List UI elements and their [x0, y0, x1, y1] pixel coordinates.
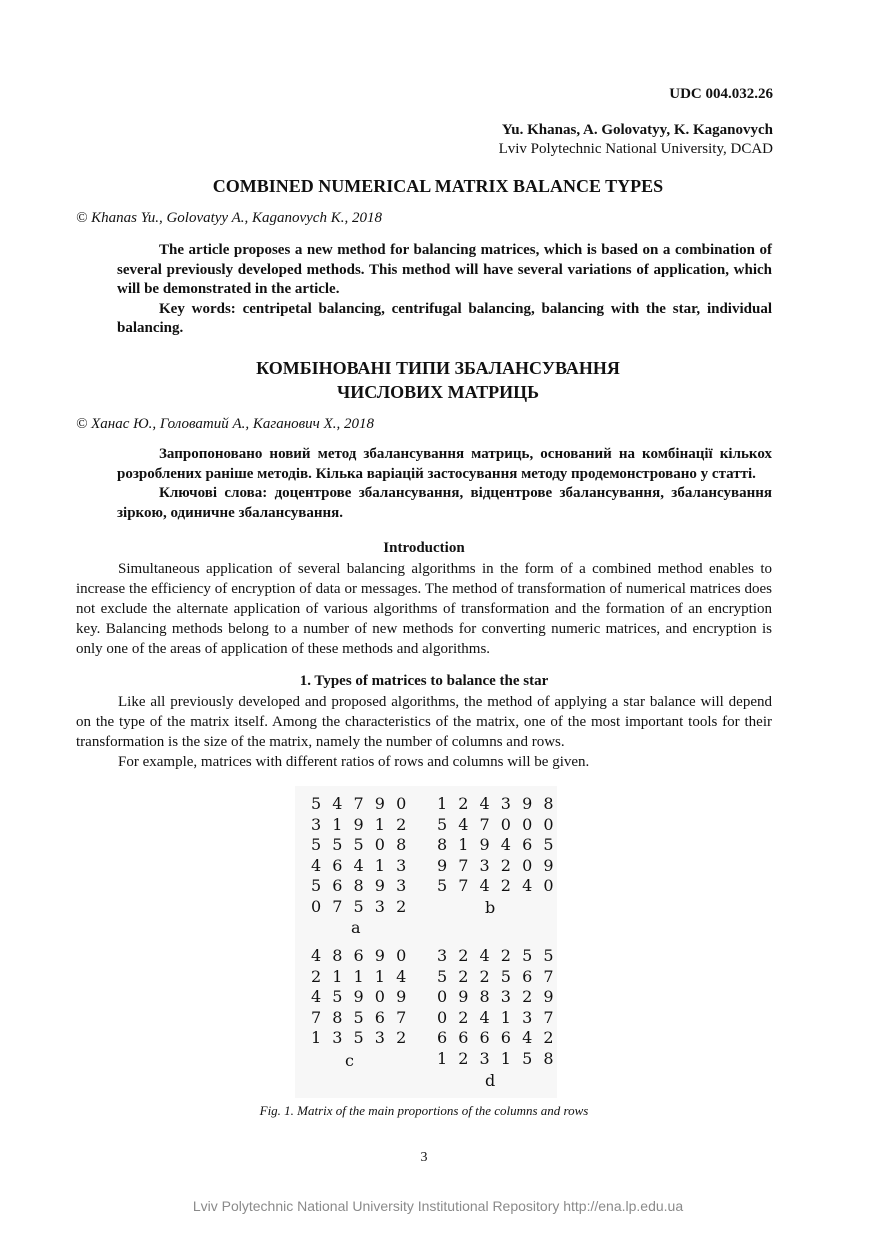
matrix-c [311, 946, 409, 1049]
matrix-row: 3 2 4 2 5 5 [437, 946, 557, 965]
matrix-row: 4 8 6 9 0 [311, 946, 410, 965]
introduction-text: Simultaneous application of several balancing algorithms in the form of a combined method enables to increase the efficiency of encryption of data or messages. The method of transformation of numerical matrices does not exclude the alternate application of various algorithms of transformation and the formation of an encryption key. Balancing methods belong to a number of new methods for converting numeric matrices, and encryption is only one of the areas of application of these methods and algorithms. [76, 561, 772, 657]
english-copyright: © Khanas Yu., Golovatyy A., Kaganovych K., 2018 [76, 210, 382, 226]
affiliation: Lviv Polytechnic National University, DCAD [498, 141, 773, 157]
udc-code: UDC 004.032.26 [669, 86, 773, 102]
ukrainian-keywords: Ключові слова: доцентрове збалансування, відцентрове збалансування, збалансування зіркою, одиничне збалансування. [117, 485, 772, 521]
matrix-row: 2 1 1 1 4 [311, 966, 410, 986]
matrix-row: 6 6 6 6 4 2 [437, 1028, 557, 1047]
matrix-row: 5 4 7 0 0 0 [437, 814, 557, 834]
matrix-row: 1 3 5 3 2 [311, 1028, 410, 1047]
matrix-b [437, 794, 557, 897]
matrix-row: 5 6 8 9 3 [311, 876, 410, 895]
introduction-body [76, 559, 772, 659]
ukrainian-copyright: © Ханас Ю., Головатий А., Каганович Х., 2018 [76, 416, 374, 432]
matrix-row: 5 4 7 9 0 [311, 794, 410, 813]
english-abstract-text: The article proposes a new method for balancing matrices, which is based on a combination of several previously developed methods. This method will have several variations of application, which will be demonstrated in the article. [117, 242, 772, 297]
author-names: Yu. Khanas, A. Golovatyy, K. Kaganovych [501, 122, 773, 138]
matrix-row: 5 2 2 5 6 7 [437, 966, 557, 986]
section1-body [76, 692, 772, 772]
matrix-row: 7 8 5 6 7 [311, 1007, 410, 1027]
matrix-row: 0 2 4 1 3 7 [437, 1007, 557, 1027]
section1-paragraph-1: Like all previously developed and proposed algorithms, the method of applying a star balance will depend on the type of the matrix itself. Among the characteristics of the matrix, one of the most important tools for their transformation is the size of the matrix, namely the number of columns and rows. [76, 694, 772, 750]
matrix-row: 5 5 5 0 8 [311, 835, 410, 854]
introduction-heading: Introduction [383, 540, 465, 556]
section1-heading: 1. Types of matrices to balance the star [299, 673, 549, 689]
figure-caption: Fig. 1. Matrix of the main proportions of the columns and rows [259, 1103, 589, 1118]
matrix-row: 0 7 5 3 2 [311, 896, 410, 916]
english-title: COMBINED NUMERICAL MATRIX BALANCE TYPES [212, 176, 664, 196]
ukrainian-title-line1: КОМБІНОВАНІ ТИПИ ЗБАЛАНСУВАННЯ [256, 358, 620, 378]
matrix-c-label: c [345, 1051, 354, 1070]
matrix-row: 5 7 4 2 4 0 [437, 876, 557, 895]
figure-matrices [295, 786, 557, 1098]
matrix-row: 1 2 3 1 5 8 [437, 1048, 557, 1068]
matrix-row: 8 1 9 4 6 5 [437, 835, 557, 854]
repository-footer: Lviv Polytechnic National University Institutional Repository http://ena.lp.edu.ua [192, 1198, 684, 1214]
section1-paragraph-2: For example, matrices with different ratios of rows and columns will be given. [118, 754, 590, 770]
matrix-row: 9 7 3 2 0 9 [437, 855, 557, 875]
author-block [499, 121, 773, 159]
matrix-row: 4 6 4 1 3 [311, 855, 410, 875]
ukrainian-title [0, 356, 876, 404]
matrix-row: 4 5 9 0 9 [311, 987, 410, 1006]
matrix-b-label: b [485, 898, 496, 917]
ukrainian-title-line2: ЧИСЛОВИХ МАТРИЦЬ [337, 382, 539, 402]
matrix-a-label: a [351, 918, 361, 937]
matrix-row: 3 1 9 1 2 [311, 814, 410, 834]
english-abstract [117, 241, 772, 339]
page-number: 3 [420, 1150, 428, 1165]
english-keywords: Key words: centripetal balancing, centrifugal balancing, balancing with the star, individual balancing. [117, 300, 772, 336]
matrix-row: 1 2 4 3 9 8 [437, 794, 557, 813]
matrix-row: 0 9 8 3 2 9 [437, 987, 557, 1006]
matrix-a [311, 794, 409, 917]
matrix-d-label: d [485, 1071, 496, 1090]
ukrainian-abstract [117, 445, 772, 523]
matrix-d [437, 946, 557, 1069]
ukrainian-abstract-text: Запропоновано новий метод збалансування матриць, оснований на комбінації кількох розроблених раніше методів. Кілька варіацій застосування методу продемонстровано у статті. [117, 446, 772, 482]
